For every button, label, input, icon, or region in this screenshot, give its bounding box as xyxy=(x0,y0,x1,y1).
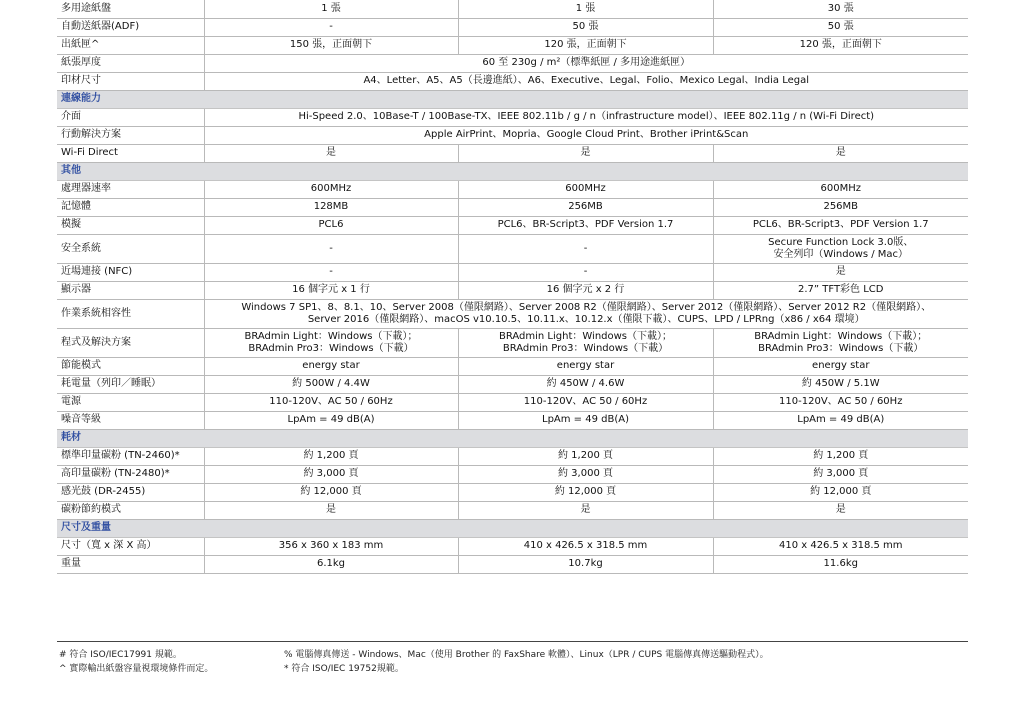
spec-label: 尺寸（寬 x 深 X 高） xyxy=(57,537,204,555)
spec-value: 約 500W / 4.4W xyxy=(204,375,458,393)
spec-value: 約 12,000 頁 xyxy=(713,483,968,501)
spec-label: 顯示器 xyxy=(57,281,204,299)
spec-row xyxy=(57,447,968,465)
spec-row xyxy=(57,54,968,72)
spec-label: 標準印量碳粉 (TN-2460)* xyxy=(57,447,204,465)
spec-value: 600MHz xyxy=(458,180,713,198)
spec-value: 6.1kg xyxy=(204,555,458,573)
spec-value: BRAdmin Light：Windows（下載）； BRAdmin Pro3：Windows（下載） xyxy=(713,328,968,357)
section-header xyxy=(57,519,968,537)
spec-label: 安全系統 xyxy=(57,234,204,263)
spec-row xyxy=(57,357,968,375)
spec-row xyxy=(57,501,968,519)
spec-label: 近場連接 (NFC) xyxy=(57,263,204,281)
spec-value: 16 個字元 x 1 行 xyxy=(204,281,458,299)
spec-value: energy star xyxy=(204,357,458,375)
footnote: # 符合 ISO/IEC17991 規範。 xyxy=(59,650,182,660)
spec-label: 多用途紙盤 xyxy=(57,0,204,18)
spec-row xyxy=(57,198,968,216)
spec-value-all: Windows 7 SP1、8、8.1、10、Server 2008（僅限網路）、Server 2008 R2（僅限網路）、Server 2012（僅限網路）、Server 2012 R2（僅限網路）、 Server 2016（僅限網路）、macOS v10.10.5、10.11.x、10.12.x（僅限下載）、CUPS、LPD / LPRng（x86 / x64 環境） xyxy=(204,299,968,328)
spec-value-all: Apple AirPrint、Mopria、Google Cloud Print、Brother iPrint&Scan xyxy=(204,126,968,144)
spec-value: 約 1,200 頁 xyxy=(713,447,968,465)
spec-value-all: A4、Letter、A5、A5（長邊進紙）、A6、Executive、Legal、Folio、Mexico Legal、India Legal xyxy=(204,72,968,90)
spec-label: 自動送紙器(ADF) xyxy=(57,18,204,36)
spec-row xyxy=(57,108,968,126)
spec-value: 約 12,000 頁 xyxy=(458,483,713,501)
spec-value: 約 450W / 5.1W xyxy=(713,375,968,393)
spec-value: BRAdmin Light：Windows（下載）； BRAdmin Pro3：Windows（下載） xyxy=(458,328,713,357)
spec-row xyxy=(57,393,968,411)
spec-label: 程式及解決方案 xyxy=(57,328,204,357)
spec-row xyxy=(57,72,968,90)
spec-value: PCL6、BR-Script3、PDF Version 1.7 xyxy=(713,216,968,234)
spec-row xyxy=(57,465,968,483)
spec-value-all: Hi-Speed 2.0、10Base-T / 100Base-TX、IEEE 802.11b / g / n（infrastructure model）、IEEE 802.11g / n (Wi-Fi Direct) xyxy=(204,108,968,126)
spec-label: 噪音等級 xyxy=(57,411,204,429)
spec-value: 是 xyxy=(458,144,713,162)
spec-value: 約 1,200 頁 xyxy=(204,447,458,465)
spec-value: 30 張 xyxy=(713,0,968,18)
spec-value: 約 3,000 頁 xyxy=(458,465,713,483)
section-header xyxy=(57,90,968,108)
footer-divider xyxy=(57,641,968,642)
spec-table xyxy=(57,0,968,574)
spec-value: 約 3,000 頁 xyxy=(204,465,458,483)
spec-label: 電源 xyxy=(57,393,204,411)
spec-row xyxy=(57,483,968,501)
spec-label: 印材尺寸 xyxy=(57,72,204,90)
spec-label: 記憶體 xyxy=(57,198,204,216)
spec-label: 作業系統相容性 xyxy=(57,299,204,328)
spec-value: - xyxy=(204,18,458,36)
spec-label: 行動解決方案 xyxy=(57,126,204,144)
spec-value: 16 個字元 x 2 行 xyxy=(458,281,713,299)
spec-row xyxy=(57,234,968,263)
spec-value: 256MB xyxy=(713,198,968,216)
spec-value: 120 張，正面朝下 xyxy=(458,36,713,54)
section-title: 其他 xyxy=(57,162,968,180)
spec-value: 約 450W / 4.6W xyxy=(458,375,713,393)
footnotes-left xyxy=(59,648,213,676)
spec-value: 128MB xyxy=(204,198,458,216)
spec-row xyxy=(57,263,968,281)
spec-value: PCL6 xyxy=(204,216,458,234)
spec-value: 256MB xyxy=(458,198,713,216)
spec-row xyxy=(57,537,968,555)
section-title: 尺寸及重量 xyxy=(57,519,968,537)
spec-value-all: 60 至 230g / m²（標準紙匣 / 多用途進紙匣） xyxy=(204,54,968,72)
spec-row xyxy=(57,281,968,299)
spec-value: energy star xyxy=(458,357,713,375)
spec-label: Wi-Fi Direct xyxy=(57,144,204,162)
section-title: 連線能力 xyxy=(57,90,968,108)
spec-value: 約 3,000 頁 xyxy=(713,465,968,483)
spec-value: 1 張 xyxy=(458,0,713,18)
spec-row xyxy=(57,180,968,198)
spec-value: 356 x 360 x 183 mm xyxy=(204,537,458,555)
spec-value: 10.7kg xyxy=(458,555,713,573)
spec-label: 高印量碳粉 (TN-2480)* xyxy=(57,465,204,483)
spec-value: 約 12,000 頁 xyxy=(204,483,458,501)
spec-label: 節能模式 xyxy=(57,357,204,375)
footnote: * 符合 ISO/IEC 19752規範。 xyxy=(284,664,404,674)
spec-value: 是 xyxy=(713,263,968,281)
spec-value: 110-120V、AC 50 / 60Hz xyxy=(713,393,968,411)
spec-label: 重量 xyxy=(57,555,204,573)
spec-value: - xyxy=(204,263,458,281)
section-header xyxy=(57,162,968,180)
spec-value: 600MHz xyxy=(713,180,968,198)
spec-label: 處理器速率 xyxy=(57,180,204,198)
spec-label: 耗電量（列印／睡眠） xyxy=(57,375,204,393)
spec-row xyxy=(57,216,968,234)
footnotes-right xyxy=(284,648,769,676)
spec-value: 150 張，正面朝下 xyxy=(204,36,458,54)
spec-value: 600MHz xyxy=(204,180,458,198)
spec-value: 是 xyxy=(458,501,713,519)
spec-value: 是 xyxy=(713,501,968,519)
footnote: % 電腦傳真傳送 - Windows、Mac（使用 Brother 的 FaxShare 軟體）、Linux（LPR / CUPS 電腦傳真傳送驅動程式）。 xyxy=(284,650,769,660)
spec-value: - xyxy=(458,263,713,281)
footnote: ^ 實際輸出紙盤容量視環境條件而定。 xyxy=(59,664,214,674)
spec-value: 410 x 426.5 x 318.5 mm xyxy=(713,537,968,555)
spec-value: 110-120V、AC 50 / 60Hz xyxy=(458,393,713,411)
spec-value: 410 x 426.5 x 318.5 mm xyxy=(458,537,713,555)
spec-value: PCL6、BR-Script3、PDF Version 1.7 xyxy=(458,216,713,234)
section-title: 耗材 xyxy=(57,429,968,447)
spec-value: LpAm = 49 dB(A) xyxy=(204,411,458,429)
spec-value: BRAdmin Light：Windows（下載）； BRAdmin Pro3：Windows（下載） xyxy=(204,328,458,357)
spec-value: 是 xyxy=(713,144,968,162)
spec-value: 50 張 xyxy=(458,18,713,36)
spec-label: 介面 xyxy=(57,108,204,126)
section-header xyxy=(57,429,968,447)
spec-row xyxy=(57,0,968,18)
spec-row xyxy=(57,328,968,357)
spec-value: 50 張 xyxy=(713,18,968,36)
spec-value: Secure Function Lock 3.0版、 安全列印（Windows / Mac） xyxy=(713,234,968,263)
spec-value: 約 1,200 頁 xyxy=(458,447,713,465)
spec-value: 是 xyxy=(204,501,458,519)
spec-value: 2.7” TFT彩色 LCD xyxy=(713,281,968,299)
spec-row xyxy=(57,144,968,162)
spec-row xyxy=(57,36,968,54)
spec-label: 紙張厚度 xyxy=(57,54,204,72)
spec-value: 120 張，正面朝下 xyxy=(713,36,968,54)
spec-table-body xyxy=(57,0,968,573)
spec-row xyxy=(57,126,968,144)
spec-row xyxy=(57,411,968,429)
spec-label: 出紙匣^ xyxy=(57,36,204,54)
spec-value: LpAm = 49 dB(A) xyxy=(458,411,713,429)
spec-label: 感光鼓 (DR-2455) xyxy=(57,483,204,501)
spec-label: 模擬 xyxy=(57,216,204,234)
spec-value: - xyxy=(204,234,458,263)
spec-value: LpAm = 49 dB(A) xyxy=(713,411,968,429)
spec-value: - xyxy=(458,234,713,263)
spec-row xyxy=(57,299,968,328)
spec-row xyxy=(57,18,968,36)
spec-row xyxy=(57,555,968,573)
spec-label: 碳粉節約模式 xyxy=(57,501,204,519)
spec-value: 1 張 xyxy=(204,0,458,18)
spec-row xyxy=(57,375,968,393)
spec-value: 11.6kg xyxy=(713,555,968,573)
spec-value: 110-120V、AC 50 / 60Hz xyxy=(204,393,458,411)
spec-value: energy star xyxy=(713,357,968,375)
spec-value: 是 xyxy=(204,144,458,162)
